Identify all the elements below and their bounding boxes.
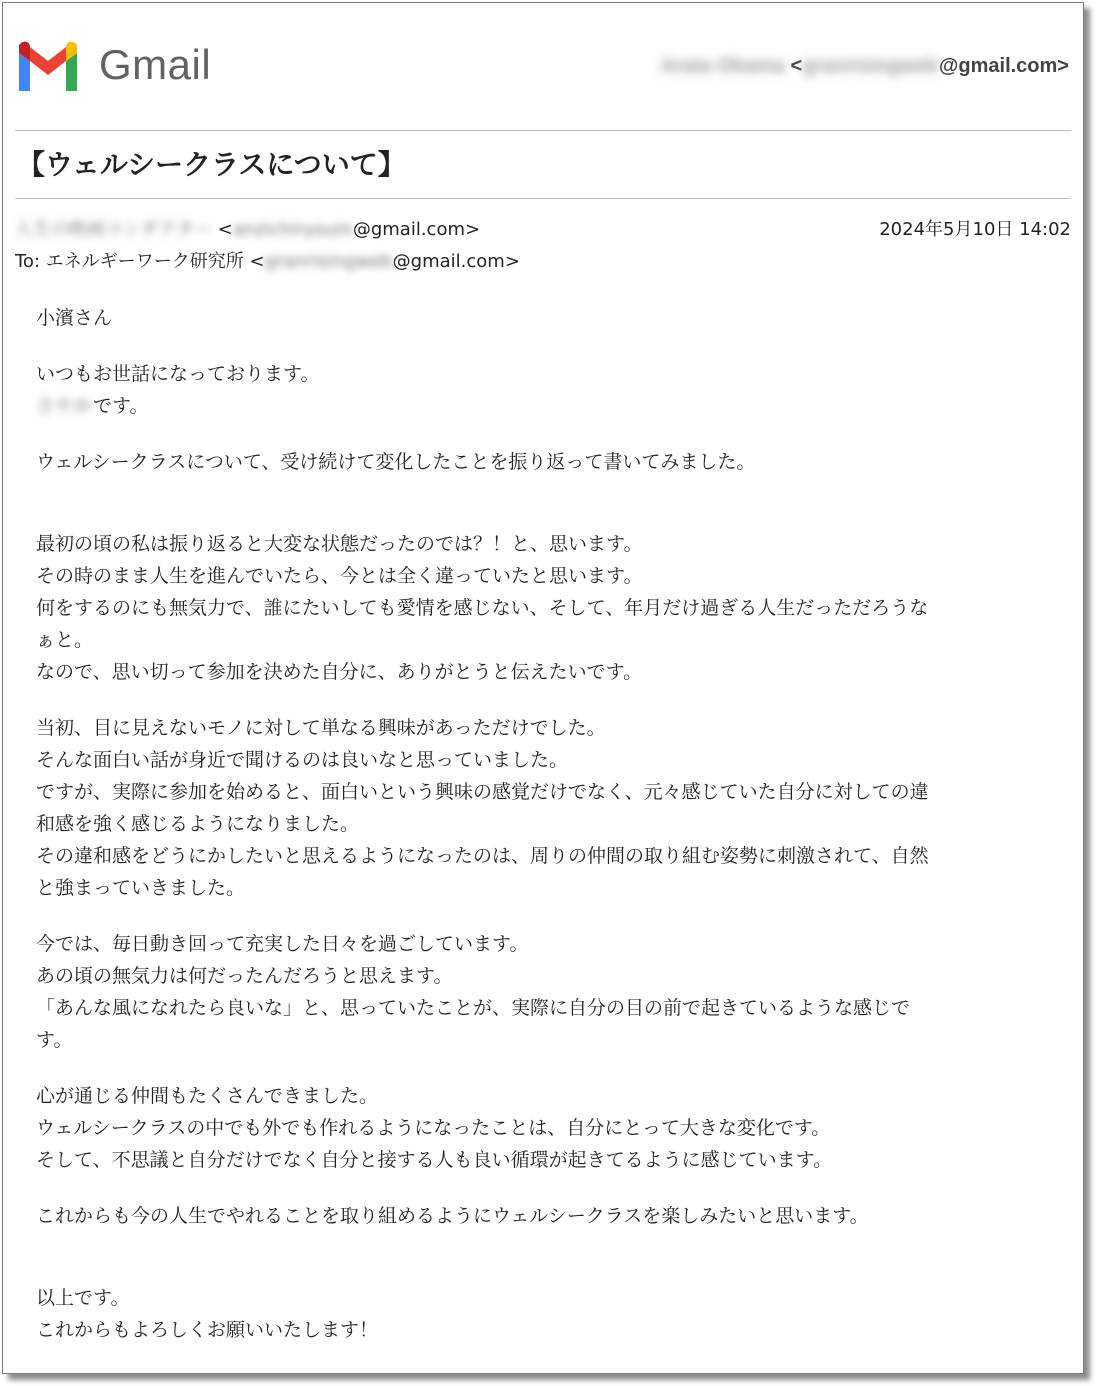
header-divider [15, 130, 1071, 131]
body-line: これからも今の人生でやれることを取り組めるようにウェルシークラスを楽しみたいと思います。 [36, 1205, 869, 1227]
sender-email-local: anzichiryouin [232, 219, 353, 240]
body-line: いつもお世話になっております。 [36, 363, 320, 385]
body-line: ですが、実際に参加を始めると、面白いという興味の感覚だけでなく、元々感じていた自分に対しての違 [36, 781, 929, 803]
body-line: そんな面白い話が身近で聞けるのは良いなと思っていました。 [36, 749, 569, 771]
account-email-local: granrisingweb [802, 55, 939, 77]
body-line: そして、不思議と自分だけでなく自分と接する人も良い循環が起きてるように感じています。 [36, 1149, 833, 1171]
email-print-frame [2, 2, 1084, 1374]
body-line: これからもよろしくお願いいたします！ [36, 1319, 379, 1341]
body-line: あの頃の無気力は何だったんだろうと思えます。 [36, 965, 453, 987]
body-line: ウェルシークラスの中でも外でも作れるようになったことは、自分にとって大きな変化です。 [36, 1117, 831, 1139]
body-line: 「あんな風になれたら良いな」と、思っていたことが、実際に自分の目の前で起きているような感じで [36, 997, 911, 1019]
body-line: 当初、目に見えないモノに対して単なる興味があっただけでした。 [36, 717, 606, 739]
body-line: なので、思い切って参加を決めた自分に、ありがとうと伝えたいです。 [36, 661, 643, 683]
gmail-wordmark: Gmail [99, 41, 212, 88]
body-line: 何をするのにも無気力で、誰にたいしても愛情を感じない、そして、年月だけ過ぎる人生だっただろうな [36, 597, 929, 619]
recipient-label: To: エネルギーワーク研究所 [15, 251, 244, 272]
body-paragraph-5 [36, 1200, 1051, 1232]
body-line: 今では、毎日動き回って充実した日々を過ごしています。 [36, 933, 529, 955]
body-line: 以上です。 [36, 1287, 130, 1309]
body-paragraph-3 [36, 928, 1051, 1056]
account-email-open-bracket: < [790, 55, 803, 77]
subject-divider [15, 198, 1071, 199]
email-subject: 【ウェルシークラスについて】 [17, 148, 406, 181]
greeting-paragraph [36, 302, 1051, 334]
recipient-email-local: granrisingweb [264, 251, 393, 272]
body-line: 心が通じる仲間もたくさんできました。 [36, 1085, 379, 1107]
sender-email-open-bracket: < [217, 219, 233, 240]
email-body [36, 302, 1051, 1370]
sender-name: 人生の映画コンダクター [15, 219, 212, 240]
lead-paragraph [36, 446, 1051, 478]
account-email [660, 55, 1069, 78]
recipient-email-domain: @gmail.com> [392, 251, 520, 272]
sender-signature-name: さやか [36, 395, 94, 417]
body-line: ぁと。 [36, 629, 94, 651]
body-line: 最初の頃の私は振り返ると大変な状態だったのでは？！と、思います。 [36, 533, 643, 555]
email-date: 2024年5月10日 14:02 [879, 219, 1071, 240]
account-name: Arata Obama [660, 55, 785, 77]
intro-suffix: です。 [93, 395, 149, 417]
intro-paragraph [36, 358, 1051, 422]
gmail-logo-icon [15, 41, 81, 91]
body-line: その時のまま人生を進んでいたら、今とは全く違っていたと思います。 [36, 565, 643, 587]
body-paragraph-1 [36, 528, 1051, 688]
body-line [36, 390, 1051, 422]
body-line: と強まっていきました。 [36, 877, 246, 899]
recipient-email-open-bracket: < [249, 251, 265, 272]
sender-email-domain: @gmail.com> [352, 219, 481, 240]
body-line: 和感を強く感じるようになりました。 [36, 813, 360, 835]
body-line: その違和感をどうにかしたいと思えるようになったのは、周りの仲間の取り組む姿勢に刺激されて、自然 [36, 845, 929, 867]
body-line: 小濱さん [36, 307, 113, 329]
sender-row [15, 215, 1071, 241]
account-email-domain: @gmail.com> [938, 55, 1069, 77]
body-line: す。 [36, 1029, 73, 1051]
gmail-header [15, 33, 1071, 103]
body-paragraph-2 [36, 712, 1051, 904]
body-line: ウェルシークラスについて、受け続けて変化したことを振り返って書いてみました。 [36, 451, 756, 473]
recipient-row [15, 247, 1071, 273]
closing-paragraph [36, 1282, 1051, 1346]
body-paragraph-4 [36, 1080, 1051, 1176]
